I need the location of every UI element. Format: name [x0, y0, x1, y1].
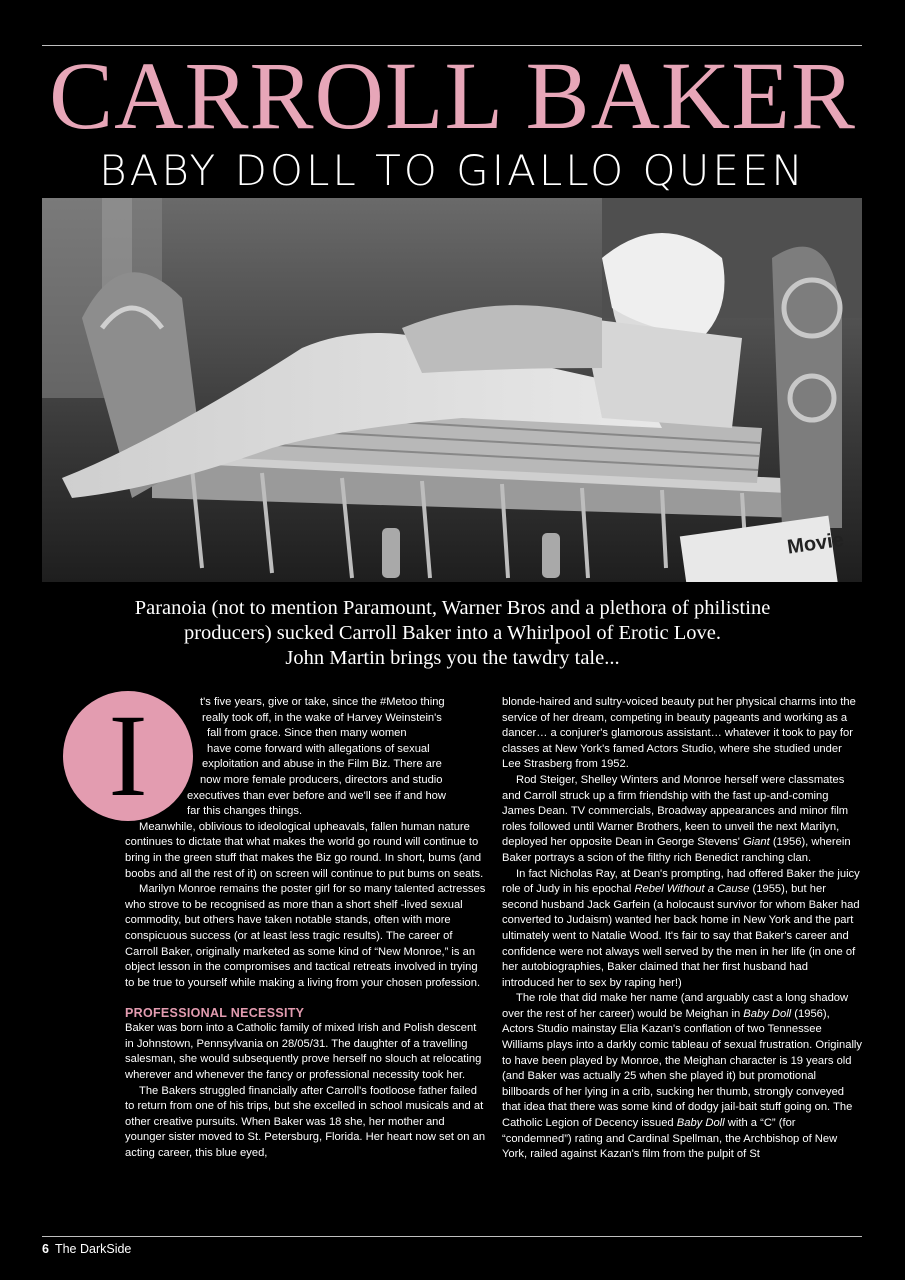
article-title: CARROLL BAKER — [49, 42, 856, 149]
paragraph-text: In fact Nicholas Ray, at Dean's prompting, had offered Baker the juicy role of Judy in his epochal — [502, 867, 860, 896]
hero-photo — [42, 198, 862, 582]
paragraph-text: (1956), wherein Baker portrays a scion of the filthy rich Benedict ranching clan. — [502, 836, 851, 864]
page-number: 6 — [42, 1242, 49, 1256]
bottom-rule — [42, 1236, 862, 1237]
drop-cap-letter: I — [108, 690, 148, 821]
standfirst-line: Paranoia (not to mention Paramount, Warner Bros and a plethora of philistine — [134, 597, 771, 619]
publication-name: The DarkSide — [54, 1242, 132, 1256]
paragraph: Marilyn Monroe remains the poster girl for so many talented actresses who strove to be recognised as more than a short shelf -lived sexual commodity, but others have taken notable stands, often with more conspicuous success (or at least less tragic results). The career of Carroll Baker, originally marketed as some kind of “New Monroe,” is an object lesson in the compromises and tactical retreats involved in trying to be true to yourself while making a living from your chosen profession. — [125, 883, 486, 989]
paragraph-text: (1956), Actors Studio mainstay Elia Kazan's conflation of two Tennessee Williams plays into a darkly comic tableau of sexual frustration. Originally to have been played by Monroe, the Meighan character is 19 years old (and Baker was actually 25 when she played it) but promotional billboards of her lying in a crib, sucking her thumb, strongly conveyed that idea that there was some kind of dodgy jail-bait stuff going on. The Catholic Legion of Decency issued — [502, 1007, 863, 1130]
intro-line: exploitation and abuse in the Film Biz. There are — [202, 758, 442, 771]
section-heading: PROFESSIONAL NECESSITY — [125, 1006, 305, 1021]
film-title: Giant — [742, 836, 770, 849]
paragraph-text: with a “C” (for “condemned”) rating and Cardinal Spellman, the Archbishop of New York, railed against Kazan's film from the pulpit of St — [502, 1117, 838, 1161]
paragraph: Meanwhile, oblivious to ideological upheavals, fallen human nature continues to dictate that what makes the world go round will continue to bring in the green stuff that makes the Biz go round. In short, bums (and boobs and all the rest of it) on screen will continue to put bums on seats. — [125, 820, 484, 880]
paragraph — [502, 773, 863, 867]
intro-line: executives than ever before and we'll see if and how — [187, 789, 446, 802]
standfirst-line: producers) sucked Carroll Baker into a Whirlpool of Erotic Love. — [183, 622, 721, 644]
right-column — [502, 695, 863, 1163]
left-column — [125, 695, 487, 1162]
film-title: Rebel Without a Cause — [634, 883, 750, 896]
paragraph — [502, 867, 863, 992]
intro-line: fall from grace. Since then many women — [207, 727, 407, 740]
standfirst-line: John Martin brings you the tawdry tale... — [285, 647, 620, 669]
paragraph: Baker was born into a Catholic family of mixed Irish and Polish descent in Johnstown, Pennsylvania on 28/05/31. The daughter of a travelling salesman, she would subsequently prove herself no slouch at relocating wherever and whenever the fancy or professional necessity took her. — [125, 1022, 482, 1082]
intro-line: have come forward with allegations of sexual — [207, 742, 430, 755]
paragraph-text: The role that did make her name (and arguably cast a long shadow over the rest of her career) would be Meighan in — [502, 992, 849, 1020]
paragraph: The Bakers struggled financially after Carroll's footloose father failed to return from one of his trips, but she excelled in school musicals and at other creative pursuits. When Baker was 18 she, her mother and younger sister moved to St. Petersburg, Florida. Her heart now set on an acting career, this blue eyed, — [125, 1084, 486, 1160]
intro-line: now more female producers, directors and studio — [200, 773, 443, 786]
intro-line: really took off, in the wake of Harvey Weinstein's — [202, 711, 442, 724]
standfirst — [50, 596, 855, 671]
film-title: Baby Doll — [743, 1007, 792, 1020]
paragraph: blonde-haired and sultry-voiced beauty put her physical charms into the service of her dream, competing in beauty pageants and working as a dancer… a conjurer's glamorous assistant… whatever it took to pay for classes at New York's famed Actors Studio, where she studied under Lee Strasberg from 1952. — [502, 696, 856, 771]
paragraph — [502, 991, 863, 1163]
film-title: Baby Doll — [676, 1117, 725, 1130]
paragraph-text: (1955), but her second husband Jack Garfein (a holocaust survivor for whom Baker had converted to Judaism) wanted her back home in New York and the part ultimately went to Natalie Wood. It's fair to say that Baker's career and confidence were not always well served by the men in her life (in one of her autobiographies, Baker claimed that her first husband had introduced her to sex by raping her!) — [502, 883, 860, 989]
page-footer — [42, 1242, 131, 1256]
hero-photo-illustration — [42, 198, 862, 582]
article-subtitle: BABY DOLL TO GIALLO QUEEN — [99, 146, 806, 195]
intro-line: far this changes things. — [187, 805, 303, 818]
magazine-cover-text: Movie — [785, 528, 846, 559]
paragraph-text: Rod Steiger, Shelley Winters and Monroe herself were classmates and Carroll struck up a firm friendship with the fast up-and-coming James Dean. TV commercials, Broadway appearances and minor film roles followed until Warner Brothers, keen to unveil the next Marilyn, deployed her opposite Dean in George Stevens' — [502, 773, 849, 849]
intro-line: t's five years, give or take, since the #Metoo thing — [200, 696, 445, 708]
